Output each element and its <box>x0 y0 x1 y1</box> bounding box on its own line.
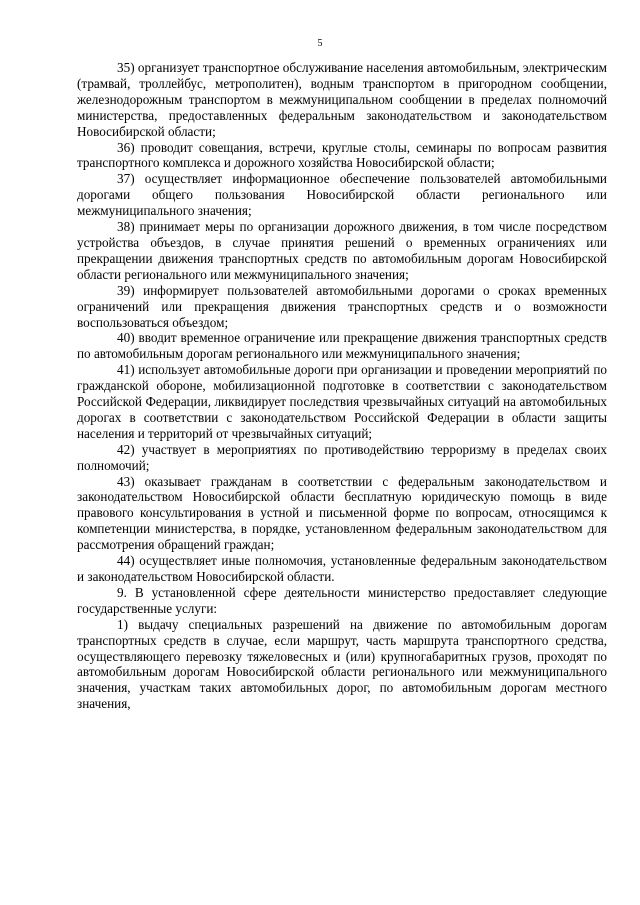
paragraph-item-38: 38) принимает меры по организации дорожного движения, в том числе посредством устройства объездов, в случае принятия решений о временных ограничениях или прекращении движения транспортных средств по автомобильным дорогам Новосибирской области регионального или межмуниципального значения; <box>77 219 607 282</box>
paragraph-item-43: 43) оказывает гражданам в соответствии с федеральным законодательством и законодательством Новосибирской области бесплатную юридическую помощь в виде правового консультирования в устной и письменной форме по вопросам, относящимся к компетенции министерства, в порядке, установленном федеральным законодательством для рассмотрения обращений граждан; <box>77 473 607 553</box>
paragraph-item-35: 35) организует транспортное обслуживание населения автомобильным, электрическим (трамвай, троллейбус, метрополитен), водным транспортом в пригородном сообщении, железнодорожным транспортом в межмуниципальном сообщении в пределах полномочий министерства, предоставленных федеральным законодательством и законодательством Новосибирской области; <box>77 60 607 139</box>
page-number: 5 <box>317 38 323 49</box>
paragraph-item-40: 40) вводит временное ограничение или прекращение движения транспортных средств по автомобильным дорогам регионального или межмуниципального значения; <box>77 330 607 362</box>
service-item-1: 1) выдачу специальных разрешений на движение по автомобильным дорогам транспортных средств в случае, если маршрут, часть маршрута транспортного средства, осуществляющего перевозку тяжеловесных и (или) крупногабаритных грузов, проходят по автомобильным дорогам Новосибирской области регионального или межмуниципального значения, участкам таких автомобильных дорог, по автомобильным дорогам местного значения, <box>77 616 607 712</box>
paragraph-item-41: 41) использует автомобильные дороги при организации и проведении мероприятий по гражданской обороне, мобилизационной подготовке в соответствии с законодательством Российской Федерации, ликвидирует последствия чрезвычайных ситуаций на автомобильных дорогах в соответствии с законодательством Российской Федерации в области защиты населения и территорий от чрезвычайных ситуаций; <box>77 362 607 441</box>
paragraph-item-44: 44) осуществляет иные полномочия, установленные федеральным законодательством и законодательством Новосибирской области. <box>77 553 607 584</box>
section-9-heading: 9. В установленной сфере деятельности министерство предоставляет следующие государственные услуги: <box>77 584 607 616</box>
paragraph-item-36: 36) проводит совещания, встречи, круглые столы, семинары по вопросам развития транспортного комплекса и дорожного хозяйства Новосибирской области; <box>77 139 607 171</box>
paragraph-item-42: 42) участвует в мероприятиях по противодействию терроризму в пределах своих полномочий; <box>77 441 607 473</box>
document-body <box>77 60 607 712</box>
paragraph-item-37: 37) осуществляет информационное обеспечение пользователей автомобильными дорогами общего пользования Новосибирской области регионального или межмуниципального значения; <box>77 171 607 219</box>
paragraph-item-39: 39) информирует пользователей автомобильными дорогами о сроках временных ограничений или прекращения движения транспортных средств и о возможности воспользоваться объездом; <box>77 282 607 330</box>
